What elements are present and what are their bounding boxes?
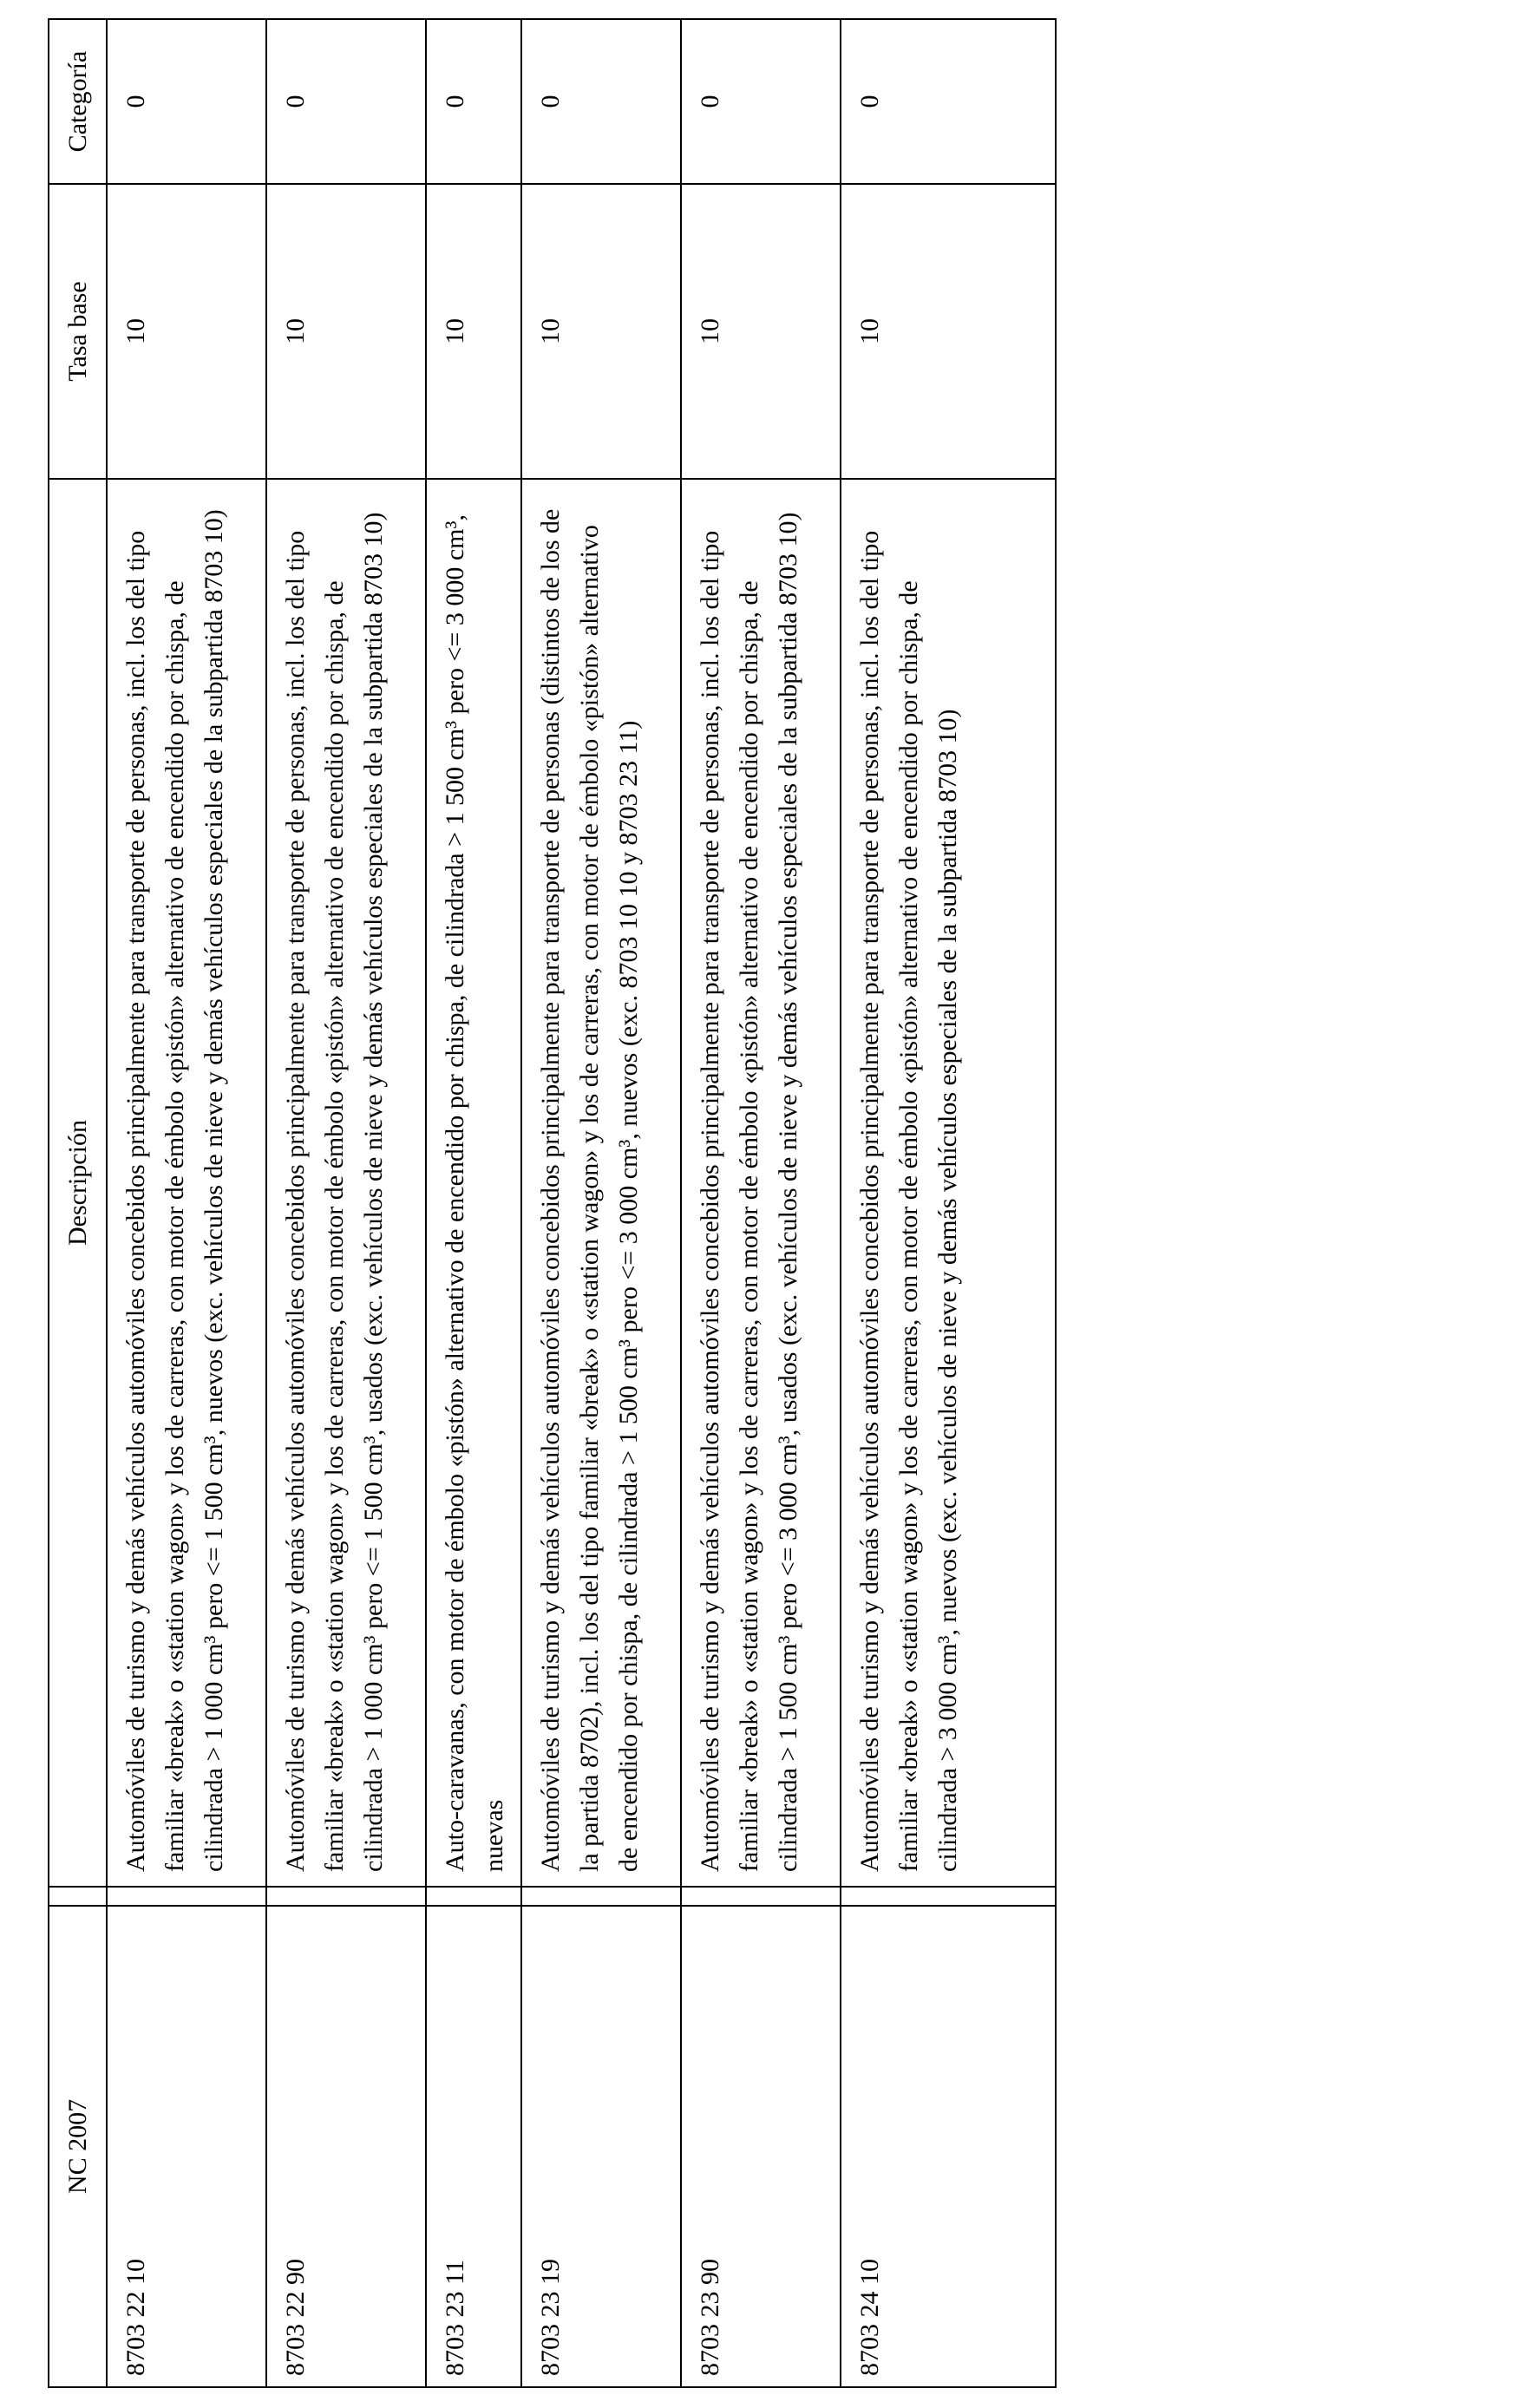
tariff-table xyxy=(48,18,1057,2388)
row-blank xyxy=(107,1887,266,1906)
row-blank xyxy=(841,1887,1056,1906)
header-blank xyxy=(49,1887,107,1906)
row-rate: 10 xyxy=(681,184,841,479)
table-row xyxy=(107,19,266,2387)
header-rate: Tasa base xyxy=(49,184,107,479)
row-rate: 10 xyxy=(841,184,1056,479)
row-category: 0 xyxy=(681,19,841,184)
table-row xyxy=(426,19,521,2387)
row-code: 8703 23 19 xyxy=(521,1906,681,2387)
row-description: Automóviles de turismo y demás vehículos automóviles concebidos principalmente para transporte de personas, incl. los del tipo familiar «break» o «station wagon» y los de carreras, con motor de émbolo «pistón» alternativo de encendido por chispa, de cilindrada > 1 000 cm³ pero <= 1 500 cm³, nuevos (exc. vehículos de nieve y demás vehículos especiales de la subpartida 8703 10) xyxy=(107,479,266,1887)
row-code: 8703 22 90 xyxy=(266,1906,426,2387)
row-code: 8703 23 11 xyxy=(426,1906,521,2387)
row-rate: 10 xyxy=(521,184,681,479)
tariff-table-container xyxy=(48,20,1051,2388)
table-row xyxy=(841,19,1056,2387)
row-category: 0 xyxy=(266,19,426,184)
row-description: Automóviles de turismo y demás vehículos automóviles concebidos principalmente para transporte de personas, incl. los del tipo familiar «break» o «station wagon» y los de carreras, con motor de émbolo «pistón» alternativo de encendido por chispa, de cilindrada > 1 500 cm³ pero <= 3 000 cm³, usados (exc. vehículos de nieve y demás vehículos especiales de la subpartida 8703 10) xyxy=(681,479,841,1887)
row-description: Automóviles de turismo y demás vehículos automóviles concebidos principalmente para transporte de personas, incl. los del tipo familiar «break» o «station wagon» y los de carreras, con motor de émbolo «pistón» alternativo de encendido por chispa, de cilindrada > 3 000 cm³, nuevos (exc. vehículos de nieve y demás vehículos especiales de la subpartida 8703 10) xyxy=(841,479,1056,1887)
row-rate: 10 xyxy=(266,184,426,479)
row-code: 8703 22 10 xyxy=(107,1906,266,2387)
row-rate: 10 xyxy=(426,184,521,479)
row-blank xyxy=(266,1887,426,1906)
row-category: 0 xyxy=(107,19,266,184)
row-blank xyxy=(426,1887,521,1906)
row-category: 0 xyxy=(841,19,1056,184)
row-category: 0 xyxy=(426,19,521,184)
row-blank xyxy=(681,1887,841,1906)
row-description: Auto-caravanas, con motor de émbolo «pistón» alternativo de encendido por chispa, de cilindrada > 1 500 cm³ pero <= 3 000 cm³, nuevas xyxy=(426,479,521,1887)
table-row xyxy=(681,19,841,2387)
header-description: Descripción xyxy=(49,479,107,1887)
header-code: NC 2007 xyxy=(49,1906,107,2387)
row-description: Automóviles de turismo y demás vehículos automóviles concebidos principalmente para transporte de personas, incl. los del tipo familiar «break» o «station wagon» y los de carreras, con motor de émbolo «pistón» alternativo de encendido por chispa, de cilindrada > 1 000 cm³ pero <= 1 500 cm³, usados (exc. vehículos de nieve y demás vehículos especiales de la subpartida 8703 10) xyxy=(266,479,426,1887)
row-code: 8703 23 90 xyxy=(681,1906,841,2387)
row-category: 0 xyxy=(521,19,681,184)
header-category: Categoría xyxy=(49,19,107,184)
table-row xyxy=(521,19,681,2387)
row-description: Automóviles de turismo y demás vehículos automóviles concebidos principalmente para transporte de personas (distintos de los de la partida 8702), incl. los del tipo familiar «break» o «station wagon» y los de carreras, con motor de émbolo «pistón» alternativo de encendido por chispa, de cilindrada > 1 500 cm³ pero <= 3 000 cm³, nuevos (exc. 8703 10 10 y 8703 23 11) xyxy=(521,479,681,1887)
row-blank xyxy=(521,1887,681,1906)
row-code: 8703 24 10 xyxy=(841,1906,1056,2387)
header-row xyxy=(49,19,107,2387)
row-rate: 10 xyxy=(107,184,266,479)
table-row xyxy=(266,19,426,2387)
